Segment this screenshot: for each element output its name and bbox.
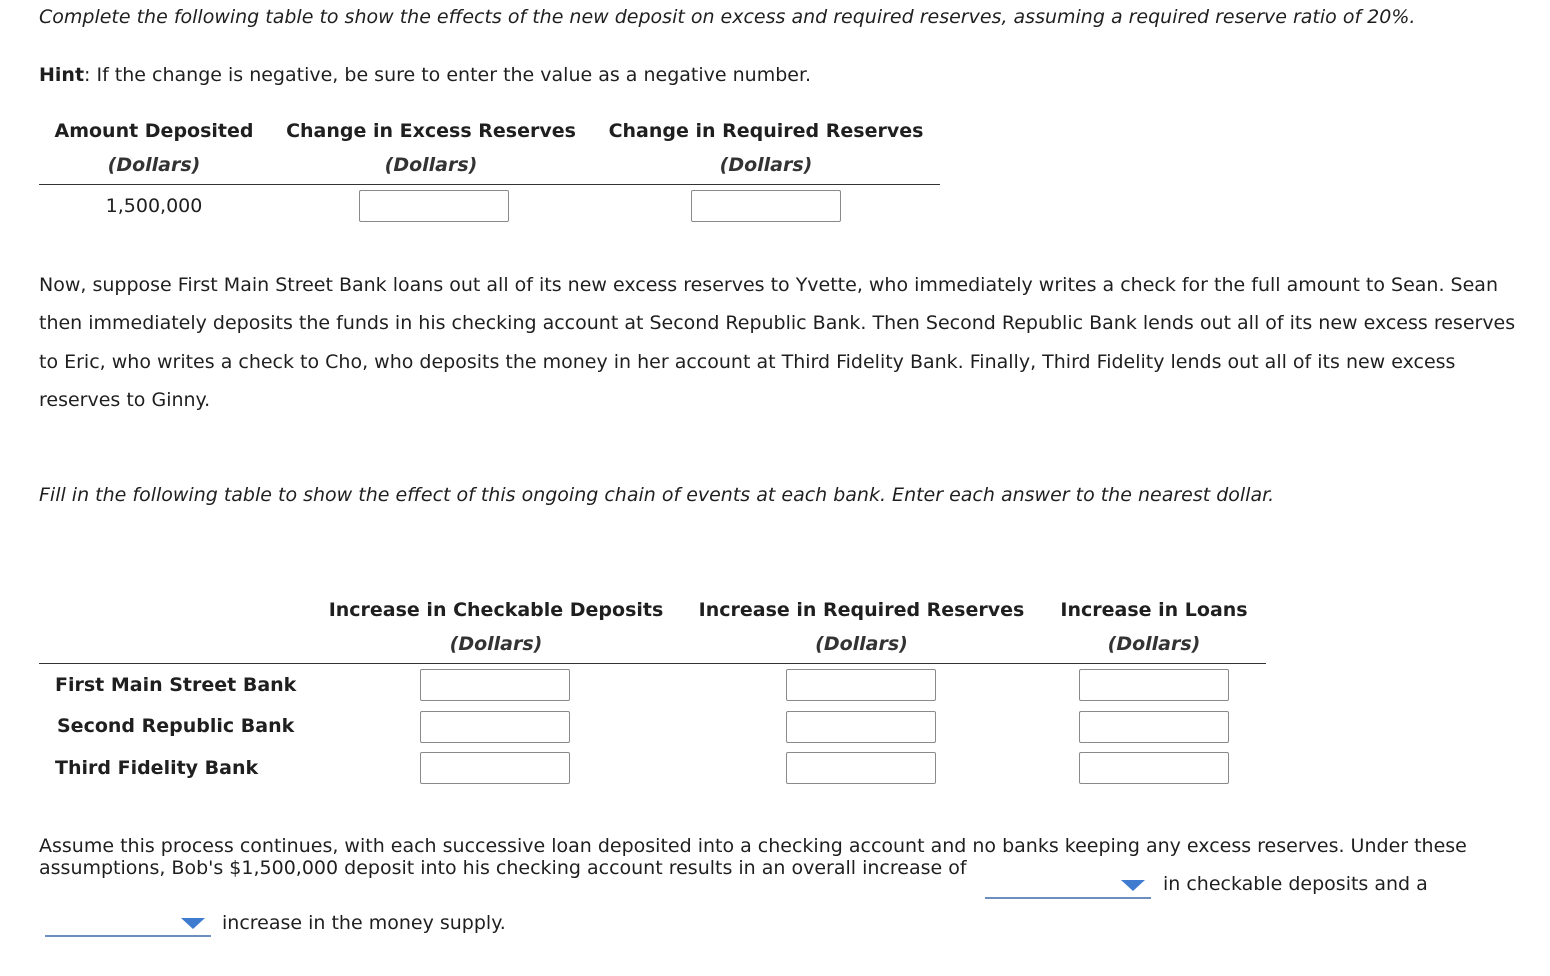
bank-label-third-fidelity: Third Fidelity Bank bbox=[55, 757, 259, 779]
t1-unit-excess: (Dollars) bbox=[384, 154, 478, 176]
bank-label-second-republic: Second Republic Bank bbox=[57, 715, 295, 737]
hint bbox=[39, 64, 811, 86]
first-main-loans-input[interactable] bbox=[1079, 669, 1229, 701]
second-republic-deposits-input[interactable] bbox=[420, 711, 570, 743]
instruction-text: Complete the following table to show the effects of the new deposit on excess and required reserves, assuming a required reserve ratio of 20%. bbox=[39, 6, 1416, 28]
t1-amount-value: 1,500,000 bbox=[105, 195, 203, 217]
money-supply-dropdown[interactable] bbox=[45, 909, 211, 937]
t1-header-amount: Amount Deposited bbox=[54, 120, 254, 142]
first-main-deposits-input[interactable] bbox=[420, 669, 570, 701]
hint-text: : If the change is negative, be sure to enter the value as a negative number. bbox=[84, 64, 812, 86]
t1-header-excess: Change in Excess Reserves bbox=[286, 120, 576, 142]
bank-label-first-main-street: First Main Street Bank bbox=[55, 674, 297, 696]
t2-unit-loans: (Dollars) bbox=[1107, 633, 1201, 655]
scenario-paragraph: Now, suppose First Main Street Bank loans out all of its new excess reserves to Yvette, who immediately writes a check for the full amount to Sean. Sean then immediately deposits the funds in his checking account at Second Republic Bank. Then Second Republic Bank lends out all of its new excess reserves to Eric, who writes a check to Cho, who deposits the money in her account at Third Fidelity Bank. Finally, Third Fidelity lends out all of its new excess reserves to Ginny. bbox=[39, 274, 1516, 411]
t2-unit-required: (Dollars) bbox=[815, 633, 908, 655]
checkable-deposits-dropdown[interactable] bbox=[985, 871, 1151, 899]
excess-reserves-input[interactable] bbox=[359, 190, 509, 222]
t1-unit-amount: (Dollars) bbox=[107, 154, 201, 176]
t1-unit-required: (Dollars) bbox=[719, 154, 813, 176]
chevron-down-icon bbox=[181, 918, 205, 929]
second-republic-required-input[interactable] bbox=[786, 711, 936, 743]
first-main-required-input[interactable] bbox=[786, 669, 936, 701]
conclusion-part2: in checkable deposits and a bbox=[1163, 873, 1428, 895]
conclusion-part1: Assume this process continues, with each successive loan deposited into a checking account and no banks keeping any excess reserves. Under these assumptions, Bob's $1,500,000 deposit into his checking account results in an overall increase of bbox=[39, 835, 1467, 879]
t2-header-deposits: Increase in Checkable Deposits bbox=[328, 599, 664, 621]
t2-header-required: Increase in Required Reserves bbox=[698, 599, 1025, 621]
conclusion-part3: increase in the money supply. bbox=[222, 912, 506, 934]
required-reserves-input[interactable] bbox=[691, 190, 841, 222]
fill-instruction: Fill in the following table to show the effect of this ongoing chain of events at each bank. Enter each answer to the nearest dollar. bbox=[39, 484, 1275, 506]
third-fidelity-deposits-input[interactable] bbox=[420, 752, 570, 784]
third-fidelity-loans-input[interactable] bbox=[1079, 752, 1229, 784]
t1-header-required: Change in Required Reserves bbox=[608, 120, 924, 142]
t1-header-rule bbox=[39, 184, 940, 185]
third-fidelity-required-input[interactable] bbox=[786, 752, 936, 784]
hint-label: Hint bbox=[39, 64, 85, 86]
t2-header-loans: Increase in Loans bbox=[1060, 599, 1248, 621]
t2-unit-deposits: (Dollars) bbox=[449, 633, 543, 655]
chevron-down-icon bbox=[1121, 880, 1145, 891]
t2-header-rule bbox=[39, 663, 1266, 664]
second-republic-loans-input[interactable] bbox=[1079, 711, 1229, 743]
